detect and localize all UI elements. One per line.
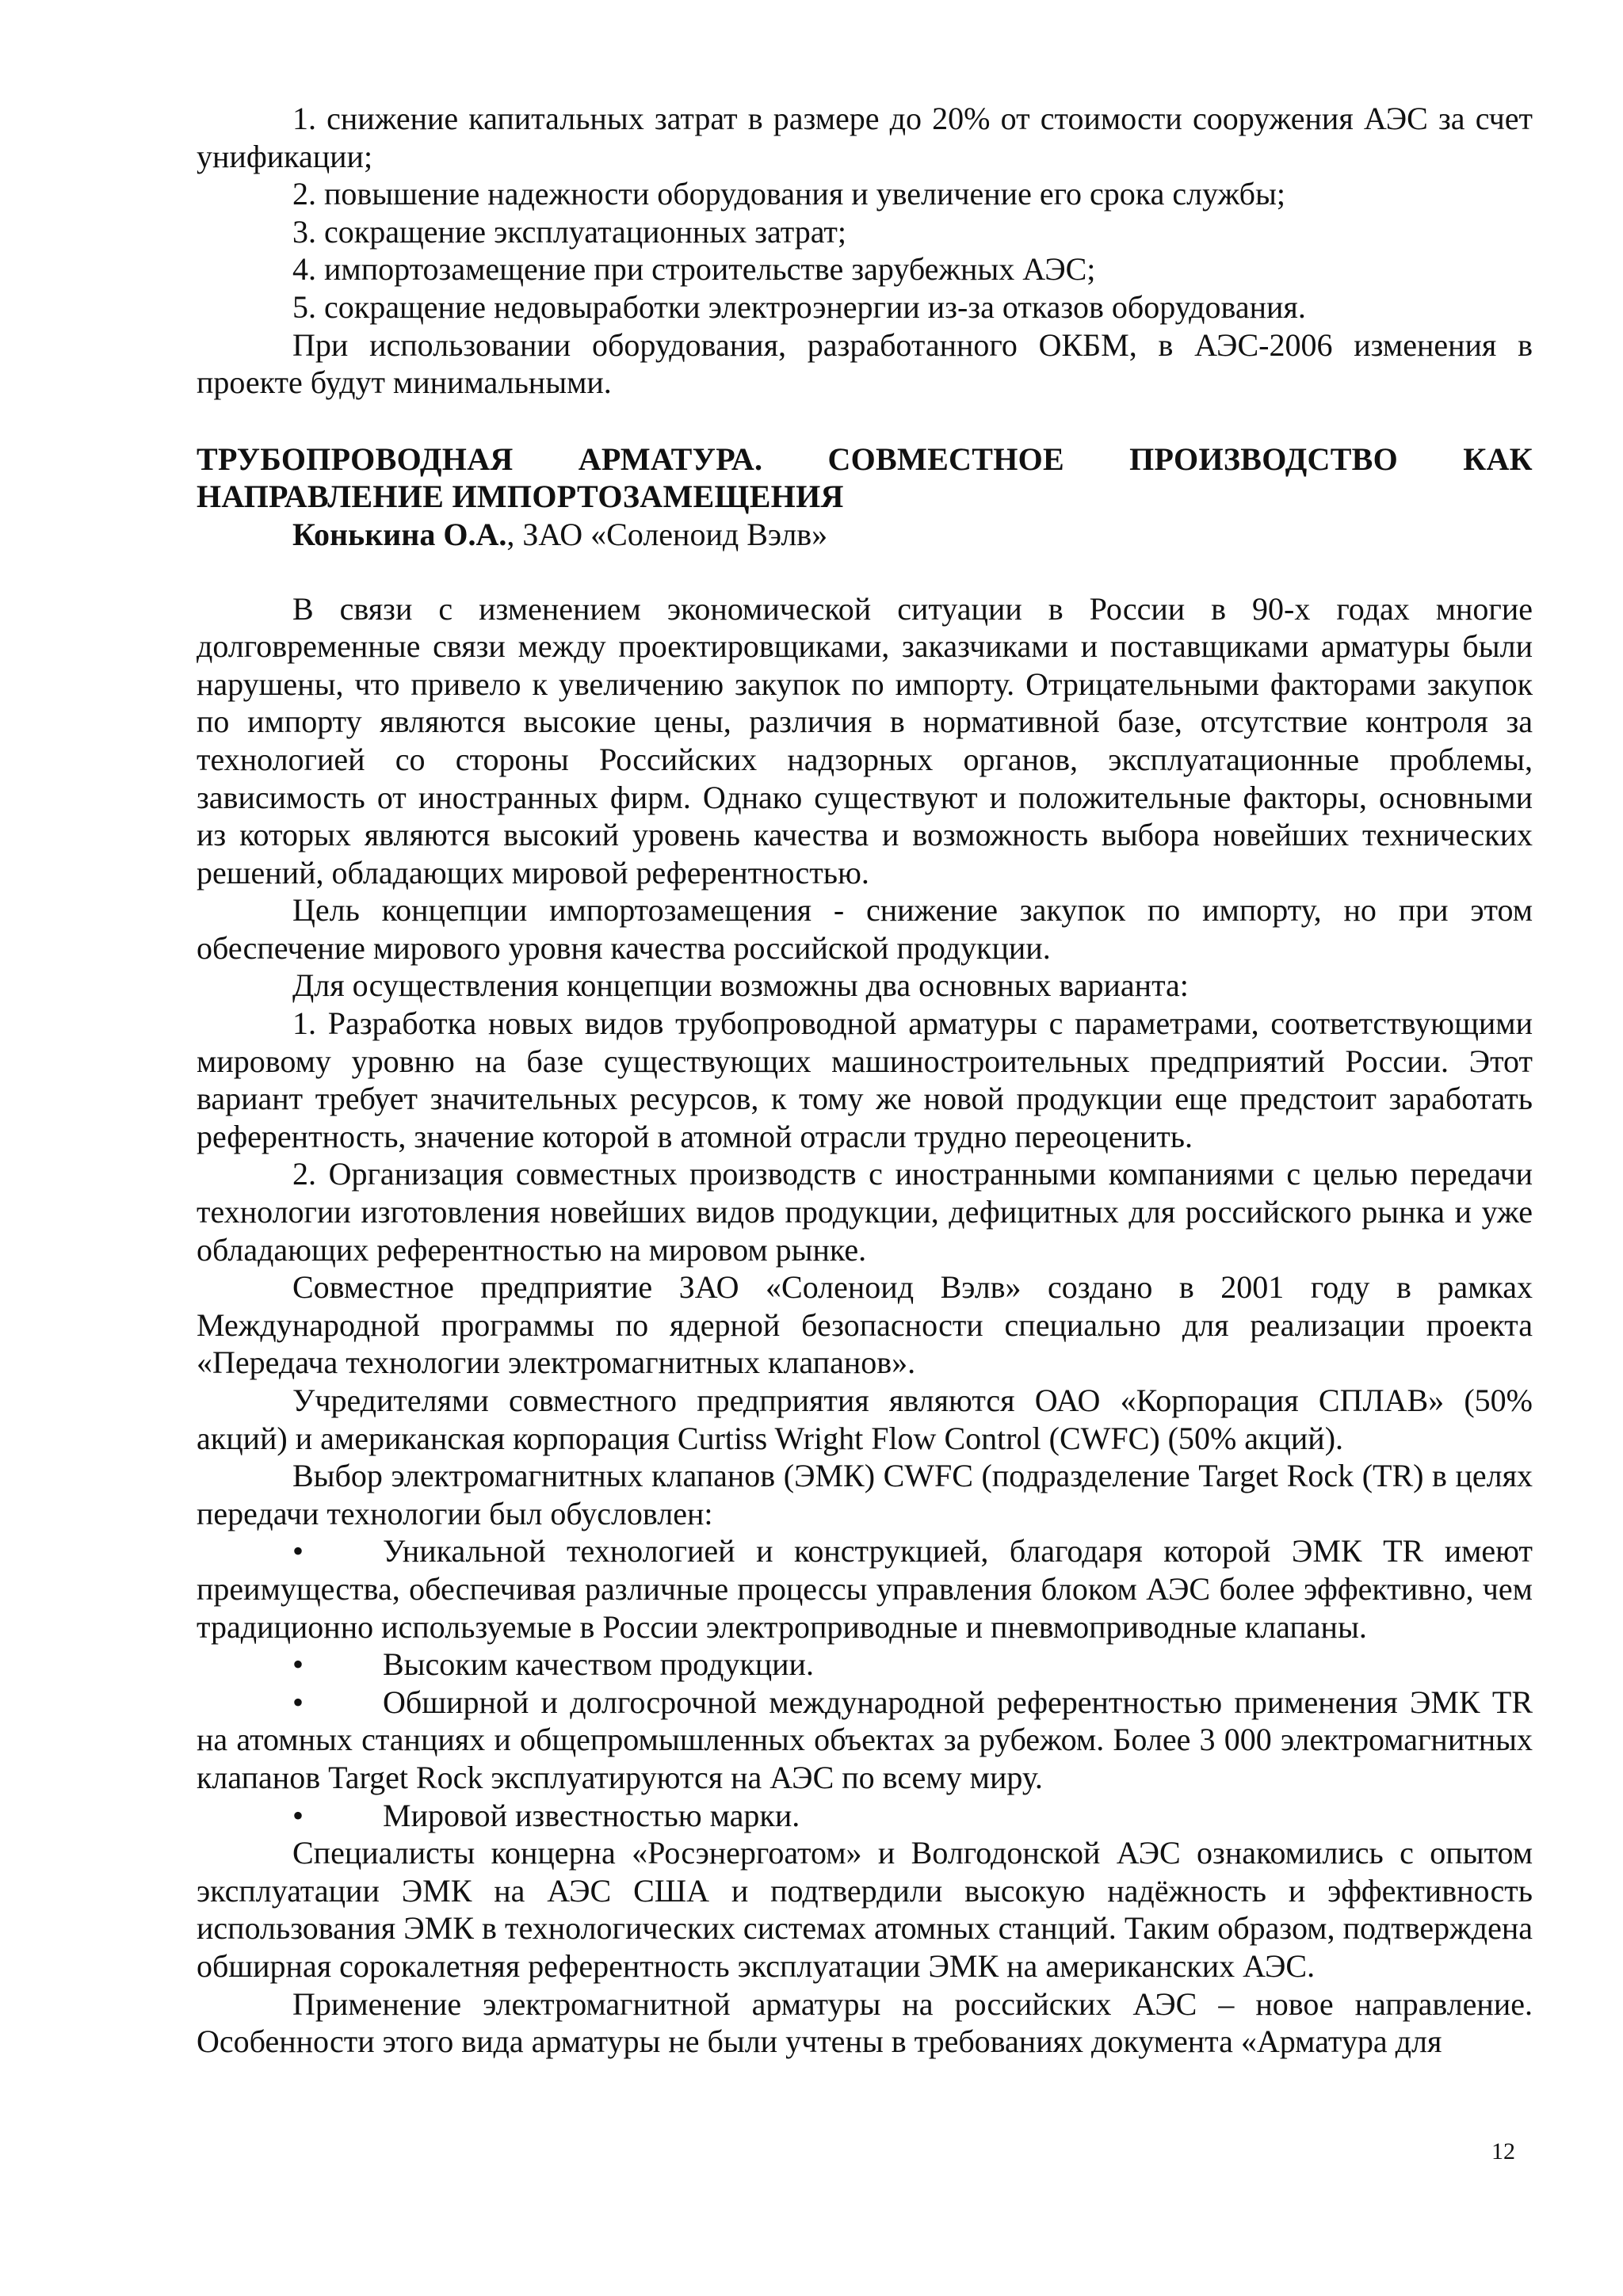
intro-item-2: 2. повышение надежности оборудования и увеличение его срока службы; [292,176,1285,212]
bullet-icon: • [292,1533,304,1569]
page-content [197,100,1533,2061]
bullet-text: Высоким качеством продукции. [383,1646,814,1683]
page-number: 12 [1491,2138,1515,2164]
paragraph-variant-2: 2. Организация совместных производств с иностранными компаниями с целью передачи технологии изготовления новейших видов продукции, дефицитных для российского рынка и уже обладающих референтностью на мировом рынке. [197,1156,1533,1268]
paragraph-variant-1: 1. Разработка новых видов трубопроводной арматуры с параметрами, соответствующими мировому уровню на базе существующих машиностроительных предприятий России. Этот вариант требует значительных ресурсов, к тому же новой продукции еще предстоит заработать референтность, значение которой в атомной отрасли трудно переоценить. [197,1005,1533,1154]
paragraph-selection: Выбор электромагнитных клапанов (ЭМК) CWFC (подразделение Target Rock (TR) в целях передачи технологии был обусловлен: [197,1458,1533,1531]
author-name: Конькина О.А. [292,516,507,552]
intro-closing-paragraph: При использовании оборудования, разработанного ОКБМ, в АЭС-2006 изменения в проекте будут минимальными. [197,326,1533,401]
intro-item-4: 4. импортозамещение при строительстве зарубежных АЭС; [292,251,1096,288]
paragraph-variants-intro: Для осуществления концепции возможны два основных варианта: [292,967,1189,1004]
bullet-item-1 [197,1532,1533,1646]
paragraph-experience: Специалисты концерна «Росэнергоатом» и Волгодонской АЭС ознакомились с опытом эксплуатации ЭМК на АЭС США и подтвердили высокую надёжность и эффективность использования ЭМК в технологических системах атомных станций. Таким образом, подтверждена обширная сорокалетняя референтность эксплуатации ЭМК на американских АЭС. [197,1835,1533,1984]
paragraph-application: Применение электромагнитной арматуры на российских АЭС – новое направление. Особенности этого вида арматуры не были учтены в требованиях документа «Арматура для [197,1985,1533,2060]
bullet-text: Уникальной технологией и конструкцией, благодаря которой ЭМК TR имеют преимущества, обеспечивая различные процессы управления блоком АЭС более эффективно, чем традиционно используемые в России электроприводные и пневмоприводные клапаны. [197,1533,1533,1645]
intro-item-5: 5. сокращение недовыработки электроэнергии из-за отказов оборудования. [292,288,1306,325]
bullet-icon: • [292,1684,304,1720]
paragraph-joint-venture: Совместное предприятие ЗАО «Соленоид Вэлв» создано в 2001 году в рамках Международной программы по ядерной безопасности специально для реализации проекта «Передача технологии электромагнитных клапанов». [197,1269,1533,1381]
intro-item-1: 1. снижение капитальных затрат в размере до 20% от стоимости сооружения АЭС за счет унификации; [197,101,1533,174]
article-title: ТРУБОПРОВОДНАЯ АРМАТУРА. СОВМЕСТНОЕ ПРОИЗВОДСТВО КАК НАПРАВЛЕНИЕ ИМПОРТОЗАМЕЩЕНИЯ [197,441,1533,515]
paragraph-context: В связи с изменением экономической ситуации в России в 90-х годах многие долговременные связи между проектировщиками, заказчиками и поставщиками арматуры были нарушены, что привело к увеличению закупок по импорту. Отрицательными факторами закупок по импорту являются высокие цены, различия в нормативной базе, отсутствие контроля за технологией со стороны Российских надзорных органов, эксплуатационные проблемы, зависимость от иностранных фирм. Однако существуют и положительные факторы, основными из которых являются высокий уровень качества и возможность выбора новейших технических решений, обладающих мировой референтностью. [197,590,1533,891]
paragraph-goal: Цель концепции импортозамещения - снижение закупок по импорту, но при этом обеспечение мирового уровня качества российской продукции. [197,892,1533,966]
bullet-item-3 [197,1684,1533,1797]
paragraph-founders: Учредителями совместного предприятия являются ОАО «Корпорация СПЛАВ» (50% акций) и американская корпорация Curtiss Wright Flow Control (CWFC) (50% акций). [197,1383,1533,1456]
bullet-text: Обширной и долгосрочной международной референтностью применения ЭМК TR на атомных станциях и общепромышленных объектах за рубежом. Более 3 000 электромагнитных клапанов Target Rock эксплуатируются на АЭС по всему миру. [197,1684,1533,1795]
bullet-text: Мировой известностью марки. [383,1797,800,1833]
bullet-icon: • [292,1797,304,1833]
article-author-line [197,516,1533,554]
author-affiliation: , ЗАО «Соленоид Вэлв» [506,516,828,552]
bullet-item-4 [197,1797,1533,1835]
intro-item-3: 3. сокращение эксплуатационных затрат; [292,213,847,250]
bullet-item-2 [197,1646,1533,1684]
bullet-icon: • [292,1646,304,1683]
